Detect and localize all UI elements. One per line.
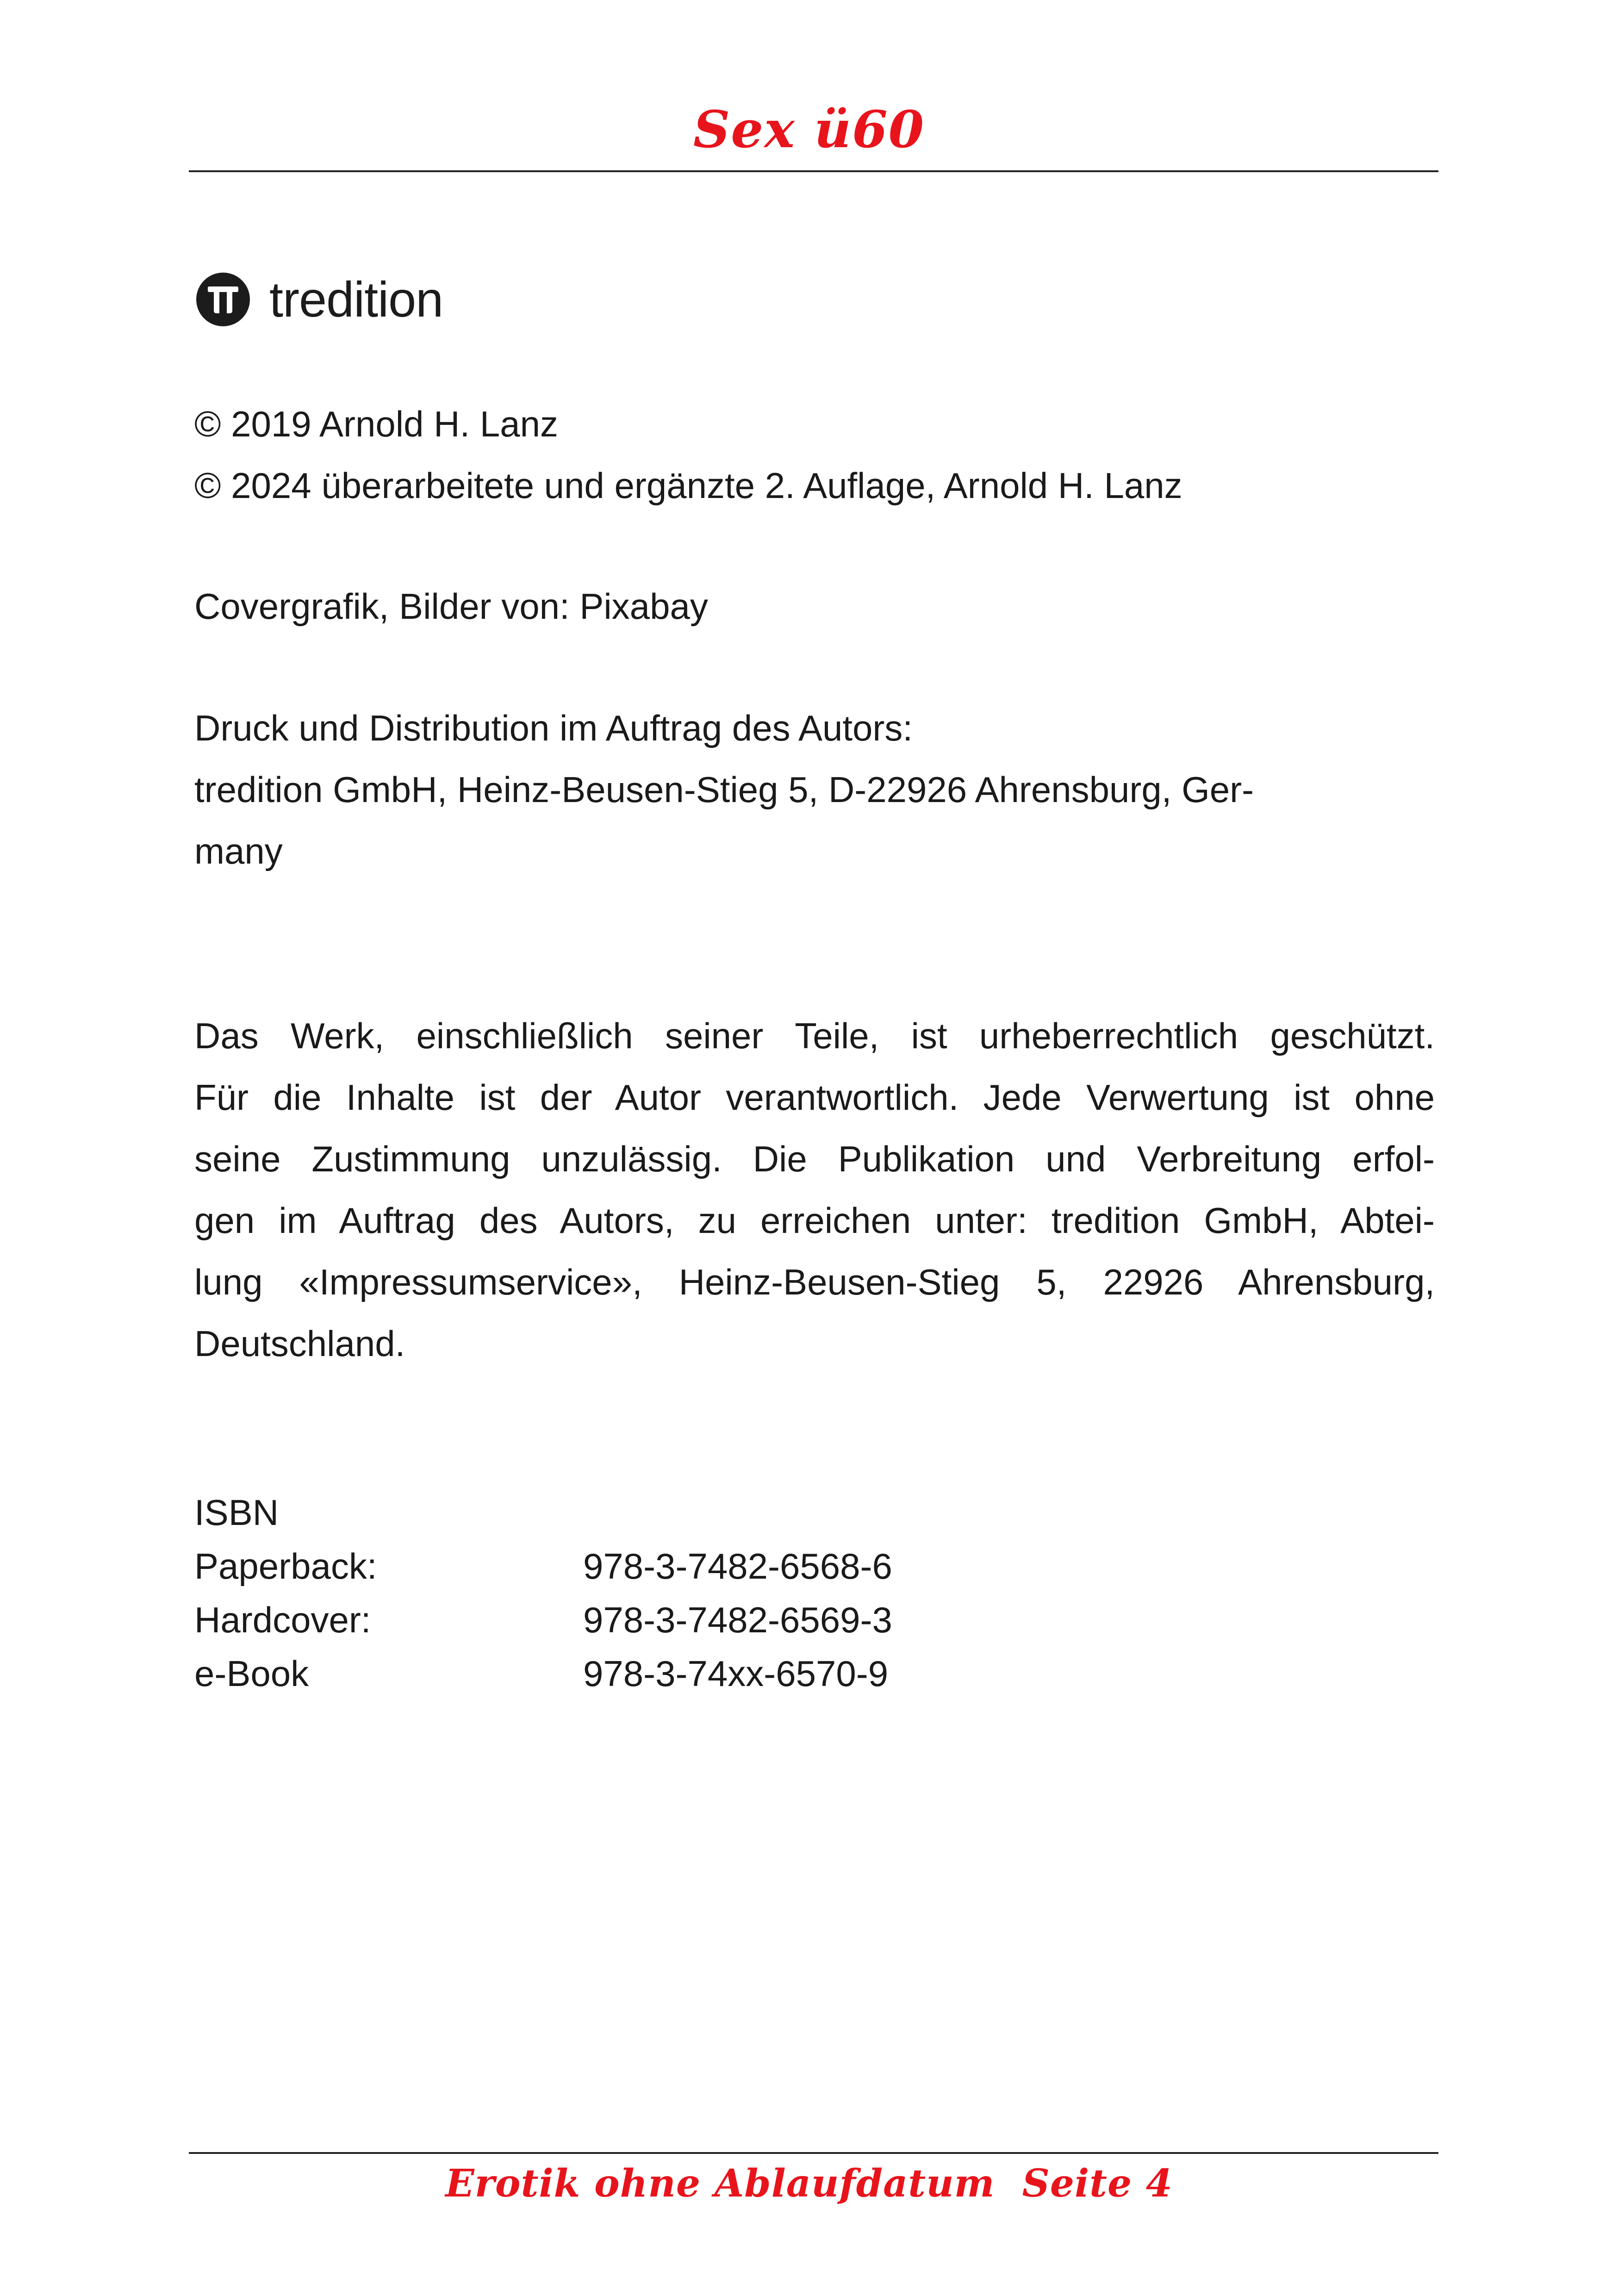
copyright-block [194, 393, 1435, 516]
footer-divider [189, 2152, 1438, 2154]
legal-line: Das Werk, einschließlich seiner Teile, ist urheberrechtlich geschützt. [194, 1015, 1435, 1056]
legal-line: Deutschland. [194, 1323, 405, 1364]
distribution-block [194, 697, 1435, 882]
page-header-title: Sex ü60 [693, 100, 925, 159]
publisher-name: tredition [269, 271, 443, 327]
distribution-line: tredition GmbH, Heinz-Beusen-Stieg 5, D-22926 Ahrensburg, Ger- [194, 769, 1254, 810]
isbn-format-label: e-Book [194, 1653, 309, 1694]
isbn-table [194, 1486, 892, 1700]
isbn-row [194, 1647, 892, 1700]
legal-line: Für die Inhalte ist der Autor verantwortlich. Jede Verwertung ist ohne [194, 1077, 1435, 1118]
isbn-row [194, 1539, 892, 1593]
distribution-line: Druck und Distribution im Auftrag des Autors: [194, 708, 913, 748]
isbn-number: 978-3-7482-6568-6 [583, 1546, 892, 1587]
header-divider [189, 170, 1438, 172]
legal-line: gen im Auftrag des Autors, zu erreichen unter: tredition GmbH, Abtei- [194, 1200, 1435, 1241]
publisher-logo [195, 269, 443, 330]
page-footer-title: Erotik ohne Ablaufdatum Seite 4 [445, 2161, 1173, 2206]
distribution-line: many [194, 831, 283, 871]
isbn-number: 978-3-7482-6569-3 [583, 1599, 892, 1640]
isbn-row [194, 1593, 892, 1647]
cover-credit-line: Covergrafik, Bilder von: Pixabay [194, 586, 708, 627]
cover-credit [194, 576, 1435, 637]
isbn-format-label: Hardcover: [194, 1599, 371, 1640]
legal-notice [194, 1005, 1435, 1375]
isbn-format-label: Paperback: [194, 1546, 377, 1587]
legal-line: lung «Impressumservice», Heinz-Beusen-Stieg 5, 22926 Ahrensburg, [194, 1262, 1435, 1302]
isbn-heading-row [194, 1486, 892, 1539]
copyright-line: © 2024 überarbeitete und ergänzte 2. Auflage, Arnold H. Lanz [194, 465, 1182, 506]
isbn-heading: ISBN [194, 1492, 279, 1533]
isbn-number: 978-3-74xx-6570-9 [583, 1653, 889, 1694]
copyright-line: © 2019 Arnold H. Lanz [194, 404, 558, 444]
tredition-logo-icon [195, 272, 251, 327]
legal-line: seine Zustimmung unzulässig. Die Publikation und Verbreitung erfol- [194, 1139, 1435, 1179]
